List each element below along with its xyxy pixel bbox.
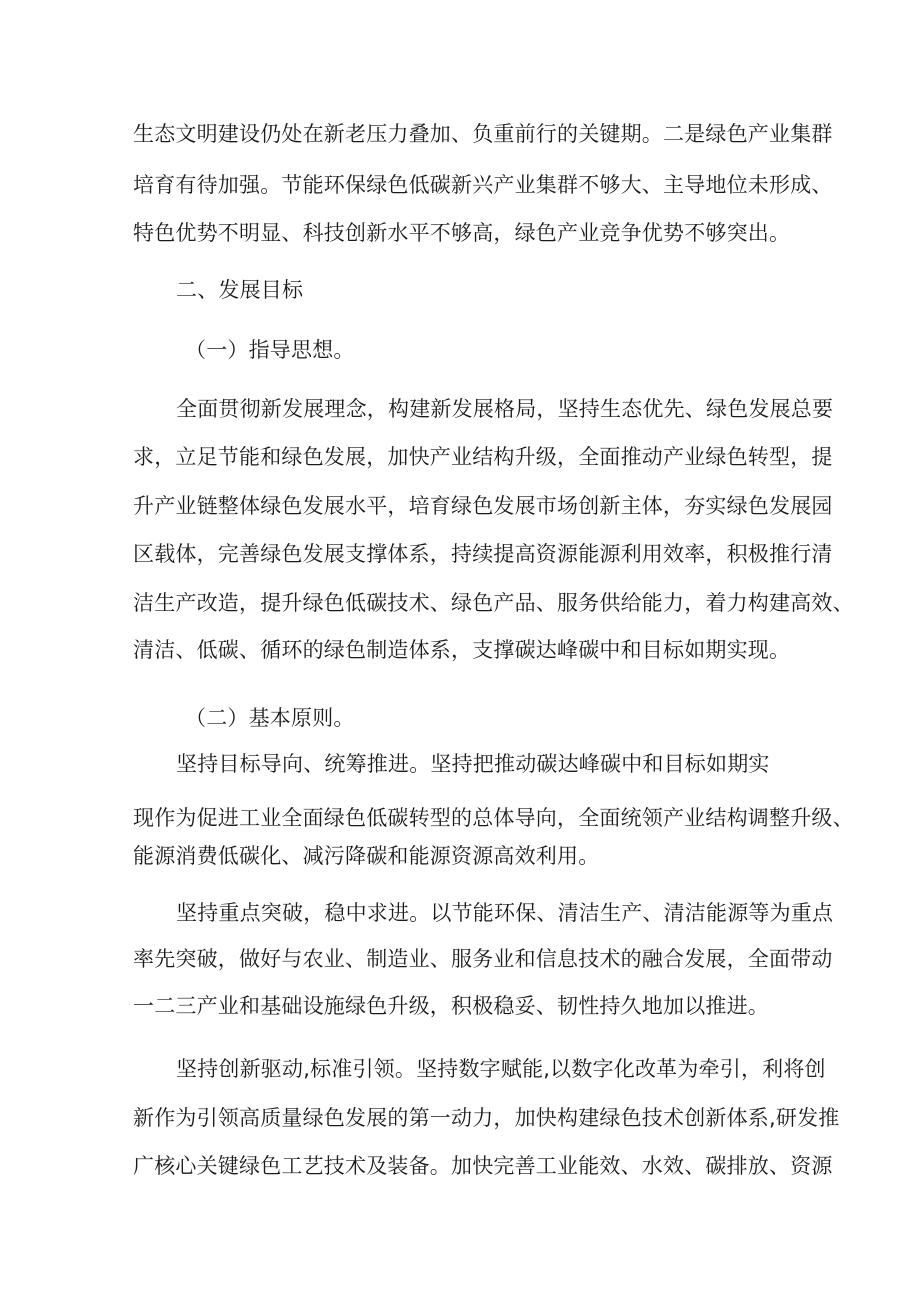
- paragraph-line: 全面贯彻新发展理念，构建新发展格局，坚持生态优先、绿色发展总要: [176, 397, 834, 421]
- section-heading: 二、发展目标: [176, 278, 304, 302]
- paragraph-line: 区载体，完善绿色发展支撑体系，持续提高资源能源利用效率，积极推行清: [133, 542, 833, 566]
- subsection-heading: （一）指导思想。: [185, 338, 355, 362]
- paragraph-line: 能源消费低碳化、减污降碳和能源资源高效利用。: [133, 844, 600, 868]
- paragraph-line: 率先突破，做好与农业、制造业、服务业和信息技术的融合发展，全面带动: [133, 947, 833, 971]
- paragraph-line: 升产业链整体绿色发展水平，培育绿色发展市场创新主体，夯实绿色发展园: [133, 494, 833, 518]
- subsection-heading: （二）基本原则。: [185, 706, 355, 730]
- paragraph-line: 一二三产业和基础设施绿色升级，积极稳妥、韧性持久地加以推进。: [133, 994, 769, 1018]
- paragraph-line: 坚持重点突破，稳中求进。以节能环保、清洁生产、清洁能源等为重点: [176, 901, 834, 925]
- paragraph-line: 培育有待加强。节能环保绿色低碳新兴产业集群不够大、主导地位未形成、: [133, 173, 833, 197]
- paragraph-line: 生态文明建设仍处在新老压力叠加、负重前行的关键期。二是绿色产业集群: [133, 122, 833, 146]
- paragraph-line: 清洁、低碳、循环的绿色制造体系，支撑碳达峰碳中和目标如期实现。: [133, 638, 791, 662]
- paragraph-line: 广核心关键绿色工艺技术及装备。加快完善工业能效、水效、碳排放、资源: [133, 1154, 833, 1178]
- paragraph-line: 求，立足节能和绿色发展，加快产业结构升级，全面推动产业绿色转型，提: [133, 445, 833, 469]
- paragraph-line: 新作为引领高质量绿色发展的第一动力，加快构建绿色技术创新体系,研发推: [133, 1106, 840, 1130]
- paragraph-line: 洁生产改造，提升绿色低碳技术、绿色产品、服务供给能力，着力构建高效、: [133, 591, 854, 615]
- paragraph-line: 现作为促进工业全面绿色低碳转型的总体导向，全面统领产业结构调整升级、: [133, 806, 854, 830]
- paragraph-line: 坚持创新驱动,标准引领。坚持数字赋能,以数字化改革为牵引，利将创: [176, 1057, 826, 1081]
- paragraph-line: 特色优势不明显、科技创新水平不够高，绿色产业竞争优势不够突出。: [133, 221, 791, 245]
- paragraph-line: 坚持目标导向、统筹推进。坚持把推动碳达峰碳中和目标如期实: [176, 752, 770, 776]
